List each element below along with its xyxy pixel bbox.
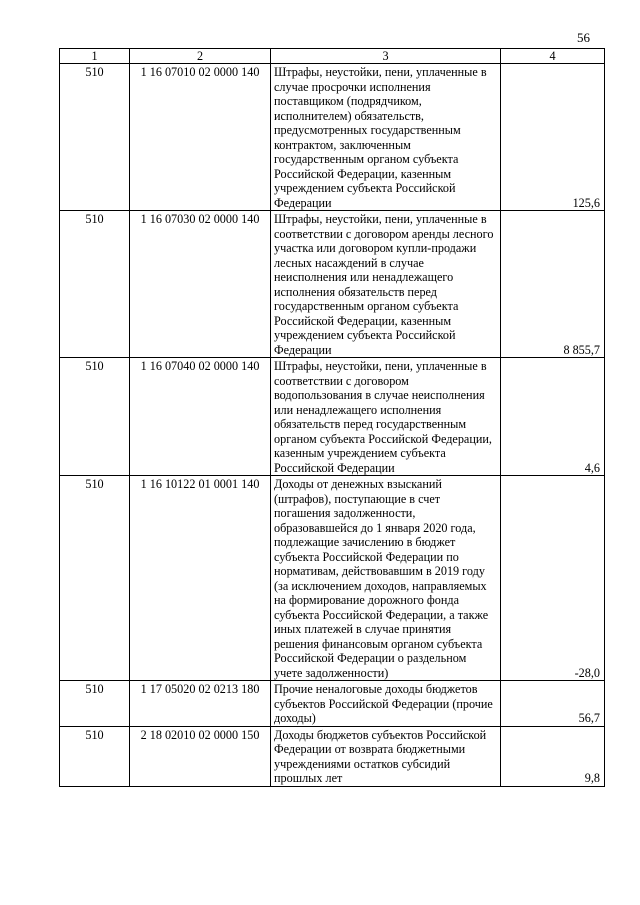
revenue-name-cell: Прочие неналоговые доходы бюджетов субъектов Российской Федерации (прочие доходы) bbox=[271, 681, 501, 727]
table-row bbox=[60, 64, 605, 211]
table-header-row bbox=[60, 49, 605, 64]
kbk-code-cell: 1 16 07030 02 0000 140 bbox=[130, 211, 271, 358]
admin-code-cell: 510 bbox=[60, 211, 130, 358]
kbk-code-cell: 1 16 07010 02 0000 140 bbox=[130, 64, 271, 211]
amount-cell: 9,8 bbox=[501, 726, 605, 786]
admin-code-cell: 510 bbox=[60, 64, 130, 211]
kbk-code-cell: 1 16 07040 02 0000 140 bbox=[130, 358, 271, 476]
amount-cell: 8 855,7 bbox=[501, 211, 605, 358]
admin-code-cell: 510 bbox=[60, 476, 130, 681]
page-number: 56 bbox=[577, 30, 590, 45]
amount-cell: 4,6 bbox=[501, 358, 605, 476]
table-row bbox=[60, 211, 605, 358]
revenue-name-cell: Штрафы, неустойки, пени, уплаченные в соответствии с договором водопользования в случае неисполнения или ненадлежащего исполнения обязательств перед государственным органом субъекта Российской Федерации, казенным учреждением субъекта Российской Федерации bbox=[271, 358, 501, 476]
amount-cell: 125,6 bbox=[501, 64, 605, 211]
revenue-name-cell: Штрафы, неустойки, пени, уплаченные в соответствии с договором аренды лесного участка или договором купли-продажи лесных насаждений в случае неисполнения или ненадлежащего исполнения обязательств перед государственным органом субъекта Российской Федерации, казенным учреждением субъекта Российской Федерации bbox=[271, 211, 501, 358]
admin-code-cell: 510 bbox=[60, 681, 130, 727]
column-header-2: 2 bbox=[130, 49, 271, 64]
column-header-3: 3 bbox=[271, 49, 501, 64]
admin-code-cell: 510 bbox=[60, 726, 130, 786]
table-row bbox=[60, 681, 605, 727]
amount-cell: -28,0 bbox=[501, 476, 605, 681]
revenue-name-cell: Доходы от денежных взысканий (штрафов), поступающие в счет погашения задолженности, образовавшейся до 1 января 2020 года, подлежащие зачислению в бюджет субъекта Российской Федерации по нормативам, действовавшим в 2019 году (за исключением доходов, направляемых на формирование дорожного фонда субъекта Российской Федерации, а также иных платежей в случае принятия решения финансовым органом субъекта Российской Федерации о раздельном учете задолженности) bbox=[271, 476, 501, 681]
table-row bbox=[60, 358, 605, 476]
revenue-table bbox=[59, 48, 605, 787]
kbk-code-cell: 1 16 10122 01 0001 140 bbox=[130, 476, 271, 681]
table-row bbox=[60, 476, 605, 681]
revenue-name-cell: Штрафы, неустойки, пени, уплаченные в случае просрочки исполнения поставщиком (подрядчиком, исполнителем) обязательств, предусмотренных государственным контрактом, заключенным государственным органом субъекта Российской Федерации, казенным учреждением субъекта Российской Федерации bbox=[271, 64, 501, 211]
kbk-code-cell: 1 17 05020 02 0213 180 bbox=[130, 681, 271, 727]
amount-cell: 56,7 bbox=[501, 681, 605, 727]
column-header-4: 4 bbox=[501, 49, 605, 64]
column-header-1: 1 bbox=[60, 49, 130, 64]
admin-code-cell: 510 bbox=[60, 358, 130, 476]
table-row bbox=[60, 726, 605, 786]
kbk-code-cell: 2 18 02010 02 0000 150 bbox=[130, 726, 271, 786]
revenue-name-cell: Доходы бюджетов субъектов Российской Федерации от возврата бюджетными учреждениями остатков субсидий прошлых лет bbox=[271, 726, 501, 786]
